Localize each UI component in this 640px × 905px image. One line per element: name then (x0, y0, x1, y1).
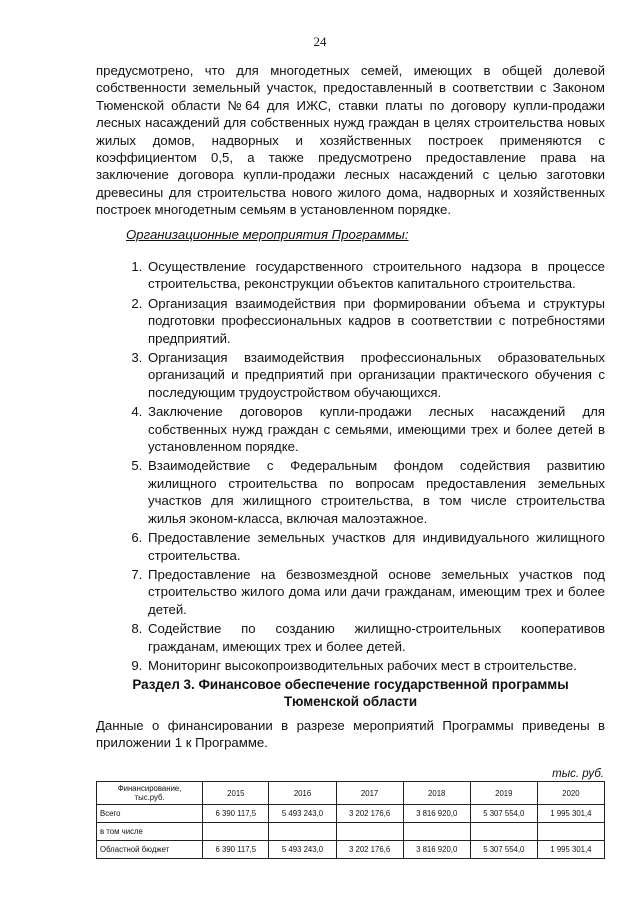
year-header: 2015 (203, 782, 269, 805)
table-cell: 3 816 920,0 (403, 805, 470, 823)
table-cell: 1 995 301,4 (537, 805, 604, 823)
year-header: 2019 (470, 782, 537, 805)
unit-label: тыс. руб. (552, 768, 604, 780)
intro-paragraph: предусмотрено, что для многодетных семей, имеющих в общей долевой собственности земельный участок, предоставленный в соответствии с Законом Тюменской области №64 для ИЖС, ставки платы по договору купли-продажи лесных насаждений для собственных нужд граждан в целях строительства новых жилых домов, надворных и хозяйственных построек применяются с коэффициентом 0,5, а также предусмотрено предоставление права на заключение договора купли-продажи лесных насаждений с целью заготовки древесины для строительства нового жилого дома, надворных и хозяйственных построек многодетным семьям в установленном порядке. (96, 63, 605, 218)
corner-header-line: Финансирование, (117, 784, 182, 793)
list-item: 3. Организация взаимодействия профессиональных образовательных организаций и предприятий при организации практического обучения с последующим трудоустройством обучающихся. (146, 349, 605, 401)
table-cell: 3 816 920,0 (403, 841, 470, 859)
table-cell: 5 493 243,0 (269, 805, 336, 823)
measures-list (96, 258, 605, 676)
table-cell: 6 390 117,5 (203, 841, 269, 859)
list-item: 4. Заключение договоров купли-продажи лесных насаждений для собственных нужд граждан с семьями, имеющими трех и более детей в установленном порядке. (146, 403, 605, 455)
list-item: 5. Взаимодействие с Федеральным фондом содействия развитию жилищного строительства по вопросам предоставления земельных участков для жилищного строительства, в том числе строительства жилья эконом-класса, включая малоэтажное. (146, 457, 605, 527)
table-cell: 3 202 176,6 (336, 841, 403, 859)
table-cell (403, 823, 470, 841)
row-label: в том числе (97, 823, 203, 841)
list-item: 1. Осуществление государственного строительного надзора в процессе строительства, реконструкции объектов капитального строительства. (146, 258, 605, 293)
table-row (97, 805, 605, 823)
table-cell (470, 823, 537, 841)
page-number: 24 (313, 34, 327, 49)
section-title-line: Тюменской области (283, 694, 418, 709)
table-cell: 5 493 243,0 (269, 841, 336, 859)
section-title (96, 676, 605, 710)
year-header: 2020 (537, 782, 604, 805)
table-cell (269, 823, 336, 841)
financing-table (96, 781, 605, 859)
table-cell: 1 995 301,4 (537, 841, 604, 859)
year-header: 2016 (269, 782, 336, 805)
section-title-line: Раздел 3. Финансовое обеспечение государственной программы (132, 677, 569, 692)
list-item: 7. Предоставление на безвозмездной основе земельных участков под строительство жилого дома или дачи гражданам, имеющим трех и более детей. (146, 566, 605, 618)
table-row (97, 823, 605, 841)
org-measures-heading: Организационные мероприятия Программы: (126, 227, 409, 242)
corner-header-line: тыс.руб. (134, 793, 165, 802)
table-corner-header (97, 782, 203, 805)
table-cell (336, 823, 403, 841)
financing-paragraph: Данные о финансировании в разрезе мероприятий Программы приведены в приложении 1 к Программе. (96, 718, 605, 751)
list-item: 2. Организация взаимодействия при формировании объема и структуры подготовки профессиональных кадров в соответствии с потребностями предприятий. (146, 295, 605, 347)
list-item: 9. Мониторинг высокопроизводительных рабочих мест в строительстве. (146, 657, 605, 674)
table-cell: 5 307 554,0 (470, 805, 537, 823)
table-header-row (97, 782, 605, 805)
row-label: Всего (97, 805, 203, 823)
list-item: 8. Содействие по созданию жилищно-строительных кооперативов гражданам, имеющих трех и более детей. (146, 620, 605, 655)
table-cell: 6 390 117,5 (203, 805, 269, 823)
table-row (97, 841, 605, 859)
table-cell (203, 823, 269, 841)
table-cell: 5 307 554,0 (470, 841, 537, 859)
table-cell (537, 823, 604, 841)
row-label: Областной бюджет (97, 841, 203, 859)
table-cell: 3 202 176,6 (336, 805, 403, 823)
year-header: 2018 (403, 782, 470, 805)
year-header: 2017 (336, 782, 403, 805)
list-item: 6. Предоставление земельных участков для индивидуального жилищного строительства. (146, 529, 605, 564)
